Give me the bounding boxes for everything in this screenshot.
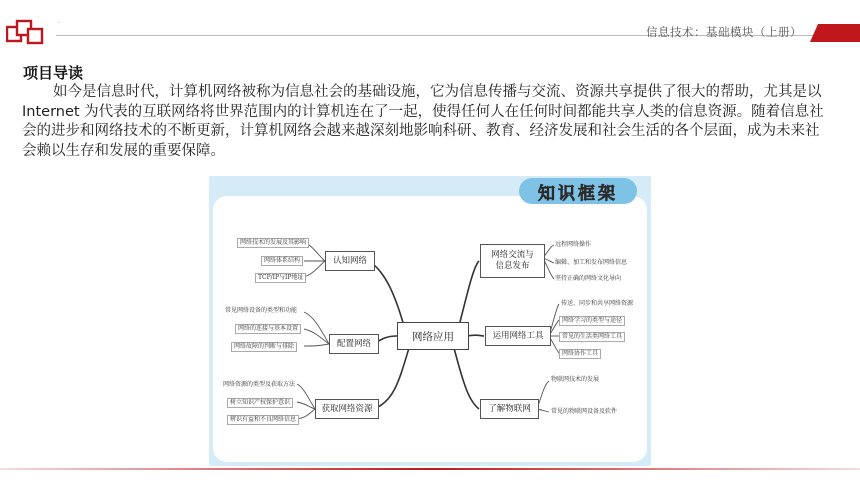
section-title: 项目导读 [23, 64, 84, 82]
branch-node-network-tools: 运用网络工具 [485, 326, 551, 346]
leaf-item: 常见的生活类网络工具 [559, 332, 625, 342]
leaf-item: 网络资源的类型及获取方法 [223, 381, 296, 388]
branch-node-communication [480, 244, 545, 278]
branch-node-configure-network: 配置网络 [329, 334, 379, 354]
leaf-item: 坚持正确的网络文化导向 [555, 275, 622, 282]
leaf-item: 常见的物联网设备及软件 [551, 408, 618, 415]
knowledge-framework-title: 知识框架 [519, 178, 637, 204]
leaf-item: 网络协作工具 [559, 349, 601, 359]
knowledge-framework-figure [209, 176, 651, 466]
leaf-item: 网络故障的判断与排除 [231, 342, 297, 352]
branch-node-iot: 了解物联网 [480, 399, 539, 419]
leaf-item: 远程网络操作 [555, 241, 592, 248]
header-accent-tab [810, 24, 860, 42]
branch-label-line: 信息发布 [495, 261, 530, 271]
leaf-item: 树立知识产权保护意识 [227, 398, 293, 408]
leaf-item: 辨识有益和不良网络信息 [227, 415, 299, 425]
branch-node-get-resources: 获取网络资源 [315, 399, 379, 419]
leaf-item: 网络的连接与基本设置 [235, 324, 301, 334]
intro-paragraph: 如今是信息时代，计算机网络被称为信息社会的基础设施，它为信息传播与交流、资源共享提供了很大的帮助，尤其是以 Internet 为代表的互联网络将世界范围内的计算机连在了一起，使得任何人在任何时间都能共享人类的信息资源。随着信息社会的进步和网络技术的不断更新，计算机网络会越来越深刻地影响科研、教育、经济发展和社会生活的各个层面，成为未来社会赖以生存和发展的重要保障。 [22, 84, 824, 159]
branch-label-line: 网络交流与 [491, 250, 534, 260]
leaf-item: 网络体系结构 [261, 256, 303, 266]
book-title: 信息技术：基础模块（上册） [646, 25, 802, 39]
decorative-dot: · [58, 20, 60, 27]
leaf-item: 传送、同步和共享网络资源 [561, 300, 634, 307]
mindmap-center-node: 网络应用 [397, 322, 469, 350]
footer-divider [0, 468, 860, 470]
leaf-item: 编辑、加工和发布网络信息 [555, 259, 628, 266]
leaf-item: 网络技术的发展及其影响 [237, 238, 309, 248]
leaf-item: 常见网络设备的类型和功能 [225, 307, 298, 314]
leaf-item: TCP/IP与IP地址 [255, 273, 306, 283]
leaf-item: 物联网技术的发展 [551, 376, 600, 383]
leaf-item: 网络学习的类型与途径 [559, 316, 625, 326]
branch-node-cognize-network: 认知网络 [325, 251, 375, 271]
logo-icon [6, 17, 48, 47]
